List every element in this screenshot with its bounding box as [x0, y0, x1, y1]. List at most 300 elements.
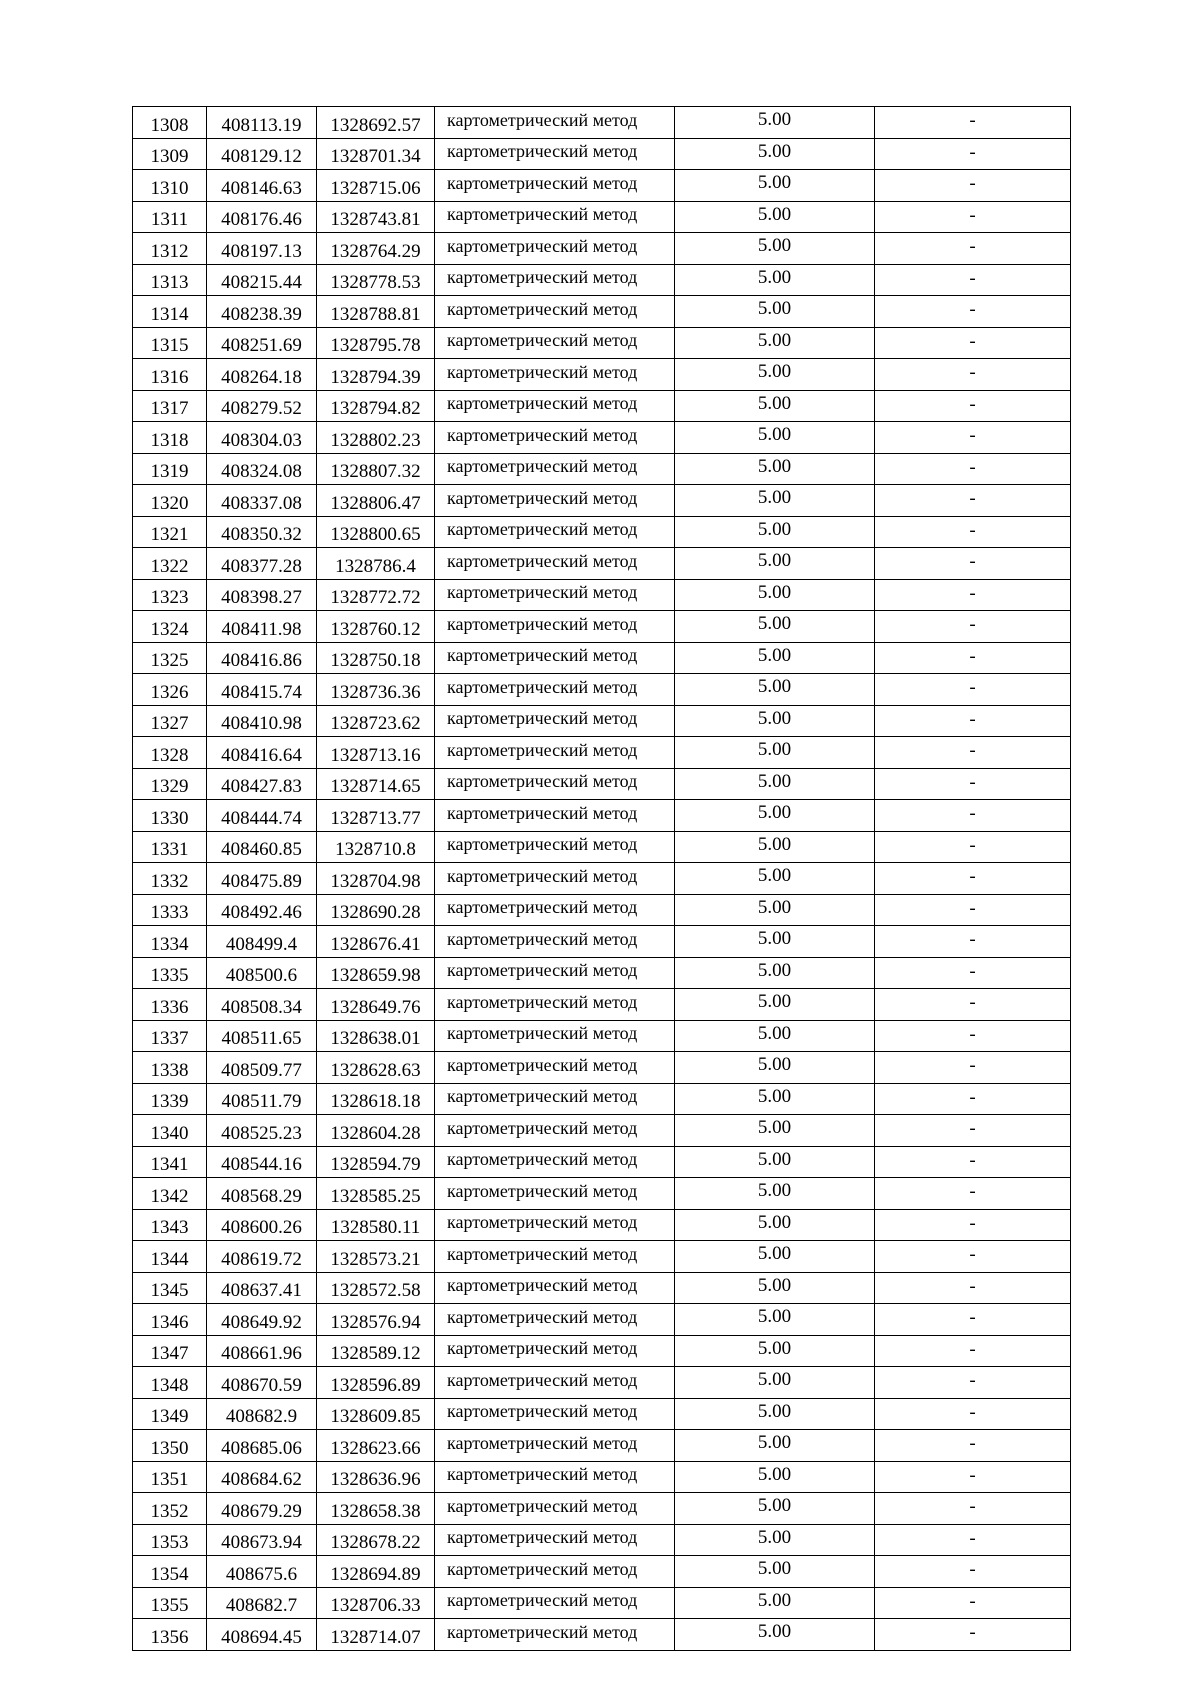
- x-coordinate-cell: 408444.74: [207, 800, 317, 832]
- description-cell: -: [875, 201, 1071, 233]
- point-number-cell: 1352: [133, 1493, 207, 1525]
- description-cell: -: [875, 863, 1071, 895]
- method-cell: картометрический метод: [435, 1272, 675, 1304]
- y-coordinate-cell: 1328604.28: [317, 1115, 435, 1147]
- accuracy-cell: 5.00: [675, 894, 875, 926]
- x-coordinate-cell: 408675.6: [207, 1556, 317, 1588]
- x-coordinate-cell: 408427.83: [207, 768, 317, 800]
- table-row: [133, 548, 1071, 580]
- table-row: [133, 1083, 1071, 1115]
- table-row: [133, 1209, 1071, 1241]
- table-row: [133, 1052, 1071, 1084]
- method-cell: картометрический метод: [435, 1367, 675, 1399]
- table-row: [133, 201, 1071, 233]
- accuracy-cell: 5.00: [675, 1146, 875, 1178]
- table-row: [133, 926, 1071, 958]
- accuracy-cell: 5.00: [675, 1619, 875, 1651]
- y-coordinate-cell: 1328638.01: [317, 1020, 435, 1052]
- y-coordinate-cell: 1328760.12: [317, 611, 435, 643]
- y-coordinate-cell: 1328806.47: [317, 485, 435, 517]
- x-coordinate-cell: 408251.69: [207, 327, 317, 359]
- x-coordinate-cell: 408637.41: [207, 1272, 317, 1304]
- x-coordinate-cell: 408197.13: [207, 233, 317, 265]
- description-cell: -: [875, 642, 1071, 674]
- point-number-cell: 1330: [133, 800, 207, 832]
- method-cell: картометрический метод: [435, 989, 675, 1021]
- description-cell: -: [875, 453, 1071, 485]
- method-cell: картометрический метод: [435, 1524, 675, 1556]
- table-row: [133, 674, 1071, 706]
- description-cell: -: [875, 390, 1071, 422]
- table-row: [133, 831, 1071, 863]
- accuracy-cell: 5.00: [675, 1209, 875, 1241]
- method-cell: картометрический метод: [435, 1241, 675, 1273]
- point-number-cell: 1332: [133, 863, 207, 895]
- y-coordinate-cell: 1328723.62: [317, 705, 435, 737]
- point-number-cell: 1344: [133, 1241, 207, 1273]
- x-coordinate-cell: 408324.08: [207, 453, 317, 485]
- accuracy-cell: 5.00: [675, 296, 875, 328]
- x-coordinate-cell: 408350.32: [207, 516, 317, 548]
- method-cell: картометрический метод: [435, 201, 675, 233]
- x-coordinate-cell: 408215.44: [207, 264, 317, 296]
- description-cell: -: [875, 264, 1071, 296]
- table-row: [133, 1461, 1071, 1493]
- method-cell: картометрический метод: [435, 296, 675, 328]
- point-number-cell: 1316: [133, 359, 207, 391]
- description-cell: -: [875, 800, 1071, 832]
- x-coordinate-cell: 408337.08: [207, 485, 317, 517]
- method-cell: картометрический метод: [435, 170, 675, 202]
- description-cell: -: [875, 611, 1071, 643]
- accuracy-cell: 5.00: [675, 1083, 875, 1115]
- accuracy-cell: 5.00: [675, 768, 875, 800]
- accuracy-cell: 5.00: [675, 863, 875, 895]
- method-cell: картометрический метод: [435, 800, 675, 832]
- point-number-cell: 1326: [133, 674, 207, 706]
- accuracy-cell: 5.00: [675, 1556, 875, 1588]
- y-coordinate-cell: 1328580.11: [317, 1209, 435, 1241]
- table-row: [133, 327, 1071, 359]
- accuracy-cell: 5.00: [675, 579, 875, 611]
- method-cell: картометрический метод: [435, 1398, 675, 1430]
- method-cell: картометрический метод: [435, 1335, 675, 1367]
- accuracy-cell: 5.00: [675, 359, 875, 391]
- y-coordinate-cell: 1328692.57: [317, 107, 435, 139]
- description-cell: -: [875, 1461, 1071, 1493]
- y-coordinate-cell: 1328713.16: [317, 737, 435, 769]
- description-cell: -: [875, 485, 1071, 517]
- description-cell: -: [875, 926, 1071, 958]
- point-number-cell: 1333: [133, 894, 207, 926]
- table-row: [133, 1587, 1071, 1619]
- y-coordinate-cell: 1328690.28: [317, 894, 435, 926]
- point-number-cell: 1355: [133, 1587, 207, 1619]
- table-row: [133, 233, 1071, 265]
- method-cell: картометрический метод: [435, 107, 675, 139]
- method-cell: картометрический метод: [435, 926, 675, 958]
- point-number-cell: 1334: [133, 926, 207, 958]
- accuracy-cell: 5.00: [675, 737, 875, 769]
- x-coordinate-cell: 408509.77: [207, 1052, 317, 1084]
- x-coordinate-cell: 408694.45: [207, 1619, 317, 1651]
- accuracy-cell: 5.00: [675, 957, 875, 989]
- method-cell: картометрический метод: [435, 831, 675, 863]
- description-cell: -: [875, 359, 1071, 391]
- point-number-cell: 1315: [133, 327, 207, 359]
- table-row: [133, 422, 1071, 454]
- accuracy-cell: 5.00: [675, 1587, 875, 1619]
- table-row: [133, 579, 1071, 611]
- x-coordinate-cell: 408499.4: [207, 926, 317, 958]
- x-coordinate-cell: 408511.79: [207, 1083, 317, 1115]
- method-cell: картометрический метод: [435, 138, 675, 170]
- point-number-cell: 1319: [133, 453, 207, 485]
- table-row: [133, 768, 1071, 800]
- accuracy-cell: 5.00: [675, 611, 875, 643]
- description-cell: -: [875, 768, 1071, 800]
- accuracy-cell: 5.00: [675, 1020, 875, 1052]
- method-cell: картометрический метод: [435, 1587, 675, 1619]
- point-number-cell: 1309: [133, 138, 207, 170]
- description-cell: -: [875, 1556, 1071, 1588]
- description-cell: -: [875, 705, 1071, 737]
- accuracy-cell: 5.00: [675, 233, 875, 265]
- coordinates-table: [132, 106, 1071, 1651]
- table-row: [133, 264, 1071, 296]
- y-coordinate-cell: 1328594.79: [317, 1146, 435, 1178]
- x-coordinate-cell: 408238.39: [207, 296, 317, 328]
- table-row: [133, 1335, 1071, 1367]
- accuracy-cell: 5.00: [675, 1524, 875, 1556]
- description-cell: -: [875, 1493, 1071, 1525]
- accuracy-cell: 5.00: [675, 327, 875, 359]
- y-coordinate-cell: 1328649.76: [317, 989, 435, 1021]
- table-row: [133, 800, 1071, 832]
- method-cell: картометрический метод: [435, 1304, 675, 1336]
- accuracy-cell: 5.00: [675, 1052, 875, 1084]
- method-cell: картометрический метод: [435, 737, 675, 769]
- description-cell: -: [875, 1241, 1071, 1273]
- method-cell: картометрический метод: [435, 453, 675, 485]
- method-cell: картометрический метод: [435, 1083, 675, 1115]
- description-cell: -: [875, 1209, 1071, 1241]
- table-row: [133, 170, 1071, 202]
- x-coordinate-cell: 408113.19: [207, 107, 317, 139]
- x-coordinate-cell: 408410.98: [207, 705, 317, 737]
- point-number-cell: 1343: [133, 1209, 207, 1241]
- x-coordinate-cell: 408661.96: [207, 1335, 317, 1367]
- y-coordinate-cell: 1328743.81: [317, 201, 435, 233]
- y-coordinate-cell: 1328807.32: [317, 453, 435, 485]
- y-coordinate-cell: 1328786.4: [317, 548, 435, 580]
- x-coordinate-cell: 408411.98: [207, 611, 317, 643]
- description-cell: -: [875, 1020, 1071, 1052]
- x-coordinate-cell: 408682.9: [207, 1398, 317, 1430]
- table-row: [133, 485, 1071, 517]
- method-cell: картометрический метод: [435, 1178, 675, 1210]
- y-coordinate-cell: 1328623.66: [317, 1430, 435, 1462]
- point-number-cell: 1342: [133, 1178, 207, 1210]
- accuracy-cell: 5.00: [675, 1115, 875, 1147]
- method-cell: картометрический метод: [435, 1556, 675, 1588]
- point-number-cell: 1354: [133, 1556, 207, 1588]
- point-number-cell: 1318: [133, 422, 207, 454]
- y-coordinate-cell: 1328701.34: [317, 138, 435, 170]
- point-number-cell: 1325: [133, 642, 207, 674]
- method-cell: картометрический метод: [435, 1430, 675, 1462]
- y-coordinate-cell: 1328676.41: [317, 926, 435, 958]
- table-row: [133, 1272, 1071, 1304]
- table-row: [133, 1115, 1071, 1147]
- x-coordinate-cell: 408475.89: [207, 863, 317, 895]
- description-cell: -: [875, 1524, 1071, 1556]
- y-coordinate-cell: 1328573.21: [317, 1241, 435, 1273]
- description-cell: -: [875, 1115, 1071, 1147]
- point-number-cell: 1351: [133, 1461, 207, 1493]
- point-number-cell: 1335: [133, 957, 207, 989]
- method-cell: картометрический метод: [435, 485, 675, 517]
- table-row: [133, 1493, 1071, 1525]
- y-coordinate-cell: 1328800.65: [317, 516, 435, 548]
- method-cell: картометрический метод: [435, 359, 675, 391]
- method-cell: картометрический метод: [435, 894, 675, 926]
- table-row: [133, 957, 1071, 989]
- accuracy-cell: 5.00: [675, 989, 875, 1021]
- table-row: [133, 1430, 1071, 1462]
- table-row: [133, 359, 1071, 391]
- description-cell: -: [875, 674, 1071, 706]
- accuracy-cell: 5.00: [675, 422, 875, 454]
- method-cell: картометрический метод: [435, 579, 675, 611]
- table-row: [133, 1524, 1071, 1556]
- description-cell: -: [875, 1304, 1071, 1336]
- x-coordinate-cell: 408492.46: [207, 894, 317, 926]
- point-number-cell: 1323: [133, 579, 207, 611]
- x-coordinate-cell: 408673.94: [207, 1524, 317, 1556]
- x-coordinate-cell: 408508.34: [207, 989, 317, 1021]
- point-number-cell: 1347: [133, 1335, 207, 1367]
- y-coordinate-cell: 1328772.72: [317, 579, 435, 611]
- x-coordinate-cell: 408679.29: [207, 1493, 317, 1525]
- accuracy-cell: 5.00: [675, 1335, 875, 1367]
- method-cell: картометрический метод: [435, 390, 675, 422]
- method-cell: картометрический метод: [435, 611, 675, 643]
- accuracy-cell: 5.00: [675, 390, 875, 422]
- x-coordinate-cell: 408500.6: [207, 957, 317, 989]
- description-cell: -: [875, 296, 1071, 328]
- point-number-cell: 1308: [133, 107, 207, 139]
- table-row: [133, 516, 1071, 548]
- y-coordinate-cell: 1328659.98: [317, 957, 435, 989]
- x-coordinate-cell: 408619.72: [207, 1241, 317, 1273]
- description-cell: -: [875, 1398, 1071, 1430]
- x-coordinate-cell: 408176.46: [207, 201, 317, 233]
- x-coordinate-cell: 408279.52: [207, 390, 317, 422]
- table-row: [133, 390, 1071, 422]
- point-number-cell: 1320: [133, 485, 207, 517]
- accuracy-cell: 5.00: [675, 516, 875, 548]
- method-cell: картометрический метод: [435, 1493, 675, 1525]
- x-coordinate-cell: 408568.29: [207, 1178, 317, 1210]
- accuracy-cell: 5.00: [675, 1398, 875, 1430]
- method-cell: картометрический метод: [435, 674, 675, 706]
- description-cell: -: [875, 579, 1071, 611]
- point-number-cell: 1329: [133, 768, 207, 800]
- point-number-cell: 1341: [133, 1146, 207, 1178]
- accuracy-cell: 5.00: [675, 264, 875, 296]
- table-row: [133, 611, 1071, 643]
- x-coordinate-cell: 408264.18: [207, 359, 317, 391]
- y-coordinate-cell: 1328713.77: [317, 800, 435, 832]
- point-number-cell: 1313: [133, 264, 207, 296]
- description-cell: -: [875, 831, 1071, 863]
- x-coordinate-cell: 408377.28: [207, 548, 317, 580]
- point-number-cell: 1312: [133, 233, 207, 265]
- table-row: [133, 1178, 1071, 1210]
- point-number-cell: 1322: [133, 548, 207, 580]
- method-cell: картометрический метод: [435, 548, 675, 580]
- y-coordinate-cell: 1328628.63: [317, 1052, 435, 1084]
- method-cell: картометрический метод: [435, 957, 675, 989]
- description-cell: -: [875, 1272, 1071, 1304]
- description-cell: -: [875, 170, 1071, 202]
- point-number-cell: 1328: [133, 737, 207, 769]
- accuracy-cell: 5.00: [675, 201, 875, 233]
- x-coordinate-cell: 408146.63: [207, 170, 317, 202]
- table-row: [133, 1304, 1071, 1336]
- table-row: [133, 1241, 1071, 1273]
- accuracy-cell: 5.00: [675, 1493, 875, 1525]
- method-cell: картометрический метод: [435, 264, 675, 296]
- y-coordinate-cell: 1328636.96: [317, 1461, 435, 1493]
- point-number-cell: 1349: [133, 1398, 207, 1430]
- description-cell: -: [875, 1052, 1071, 1084]
- y-coordinate-cell: 1328788.81: [317, 296, 435, 328]
- y-coordinate-cell: 1328572.58: [317, 1272, 435, 1304]
- description-cell: -: [875, 1083, 1071, 1115]
- accuracy-cell: 5.00: [675, 1461, 875, 1493]
- description-cell: -: [875, 1430, 1071, 1462]
- table-row: [133, 1367, 1071, 1399]
- accuracy-cell: 5.00: [675, 1430, 875, 1462]
- y-coordinate-cell: 1328795.78: [317, 327, 435, 359]
- table-row: [133, 989, 1071, 1021]
- table-row: [133, 1146, 1071, 1178]
- method-cell: картометрический метод: [435, 1115, 675, 1147]
- method-cell: картометрический метод: [435, 1619, 675, 1651]
- accuracy-cell: 5.00: [675, 1272, 875, 1304]
- point-number-cell: 1346: [133, 1304, 207, 1336]
- y-coordinate-cell: 1328589.12: [317, 1335, 435, 1367]
- table-row: [133, 453, 1071, 485]
- method-cell: картометрический метод: [435, 233, 675, 265]
- accuracy-cell: 5.00: [675, 831, 875, 863]
- y-coordinate-cell: 1328658.38: [317, 1493, 435, 1525]
- x-coordinate-cell: 408304.03: [207, 422, 317, 454]
- point-number-cell: 1321: [133, 516, 207, 548]
- point-number-cell: 1339: [133, 1083, 207, 1115]
- y-coordinate-cell: 1328778.53: [317, 264, 435, 296]
- description-cell: -: [875, 989, 1071, 1021]
- x-coordinate-cell: 408670.59: [207, 1367, 317, 1399]
- accuracy-cell: 5.00: [675, 926, 875, 958]
- point-number-cell: 1331: [133, 831, 207, 863]
- table-row: [133, 894, 1071, 926]
- description-cell: -: [875, 548, 1071, 580]
- x-coordinate-cell: 408415.74: [207, 674, 317, 706]
- description-cell: -: [875, 233, 1071, 265]
- y-coordinate-cell: 1328609.85: [317, 1398, 435, 1430]
- accuracy-cell: 5.00: [675, 800, 875, 832]
- table-row: [133, 138, 1071, 170]
- description-cell: -: [875, 1335, 1071, 1367]
- description-cell: -: [875, 1619, 1071, 1651]
- accuracy-cell: 5.00: [675, 642, 875, 674]
- y-coordinate-cell: 1328794.39: [317, 359, 435, 391]
- description-cell: -: [875, 422, 1071, 454]
- accuracy-cell: 5.00: [675, 705, 875, 737]
- method-cell: картометрический метод: [435, 1146, 675, 1178]
- x-coordinate-cell: 408685.06: [207, 1430, 317, 1462]
- method-cell: картометрический метод: [435, 642, 675, 674]
- y-coordinate-cell: 1328576.94: [317, 1304, 435, 1336]
- y-coordinate-cell: 1328706.33: [317, 1587, 435, 1619]
- y-coordinate-cell: 1328715.06: [317, 170, 435, 202]
- description-cell: -: [875, 138, 1071, 170]
- x-coordinate-cell: 408649.92: [207, 1304, 317, 1336]
- description-cell: -: [875, 1178, 1071, 1210]
- table-row: [133, 1020, 1071, 1052]
- coordinates-table-body: [133, 107, 1071, 1651]
- point-number-cell: 1350: [133, 1430, 207, 1462]
- method-cell: картометрический метод: [435, 705, 675, 737]
- x-coordinate-cell: 408684.62: [207, 1461, 317, 1493]
- table-row: [133, 1398, 1071, 1430]
- table-row: [133, 705, 1071, 737]
- x-coordinate-cell: 408416.64: [207, 737, 317, 769]
- method-cell: картометрический метод: [435, 1020, 675, 1052]
- x-coordinate-cell: 408511.65: [207, 1020, 317, 1052]
- point-number-cell: 1338: [133, 1052, 207, 1084]
- description-cell: -: [875, 737, 1071, 769]
- y-coordinate-cell: 1328714.65: [317, 768, 435, 800]
- y-coordinate-cell: 1328694.89: [317, 1556, 435, 1588]
- y-coordinate-cell: 1328750.18: [317, 642, 435, 674]
- y-coordinate-cell: 1328736.36: [317, 674, 435, 706]
- accuracy-cell: 5.00: [675, 453, 875, 485]
- description-cell: -: [875, 516, 1071, 548]
- y-coordinate-cell: 1328714.07: [317, 1619, 435, 1651]
- accuracy-cell: 5.00: [675, 674, 875, 706]
- y-coordinate-cell: 1328618.18: [317, 1083, 435, 1115]
- table-row: [133, 737, 1071, 769]
- description-cell: -: [875, 894, 1071, 926]
- method-cell: картометрический метод: [435, 1461, 675, 1493]
- accuracy-cell: 5.00: [675, 138, 875, 170]
- point-number-cell: 1310: [133, 170, 207, 202]
- point-number-cell: 1348: [133, 1367, 207, 1399]
- x-coordinate-cell: 408525.23: [207, 1115, 317, 1147]
- accuracy-cell: 5.00: [675, 107, 875, 139]
- x-coordinate-cell: 408398.27: [207, 579, 317, 611]
- y-coordinate-cell: 1328794.82: [317, 390, 435, 422]
- x-coordinate-cell: 408544.16: [207, 1146, 317, 1178]
- y-coordinate-cell: 1328710.8: [317, 831, 435, 863]
- description-cell: -: [875, 1146, 1071, 1178]
- method-cell: картометрический метод: [435, 516, 675, 548]
- point-number-cell: 1353: [133, 1524, 207, 1556]
